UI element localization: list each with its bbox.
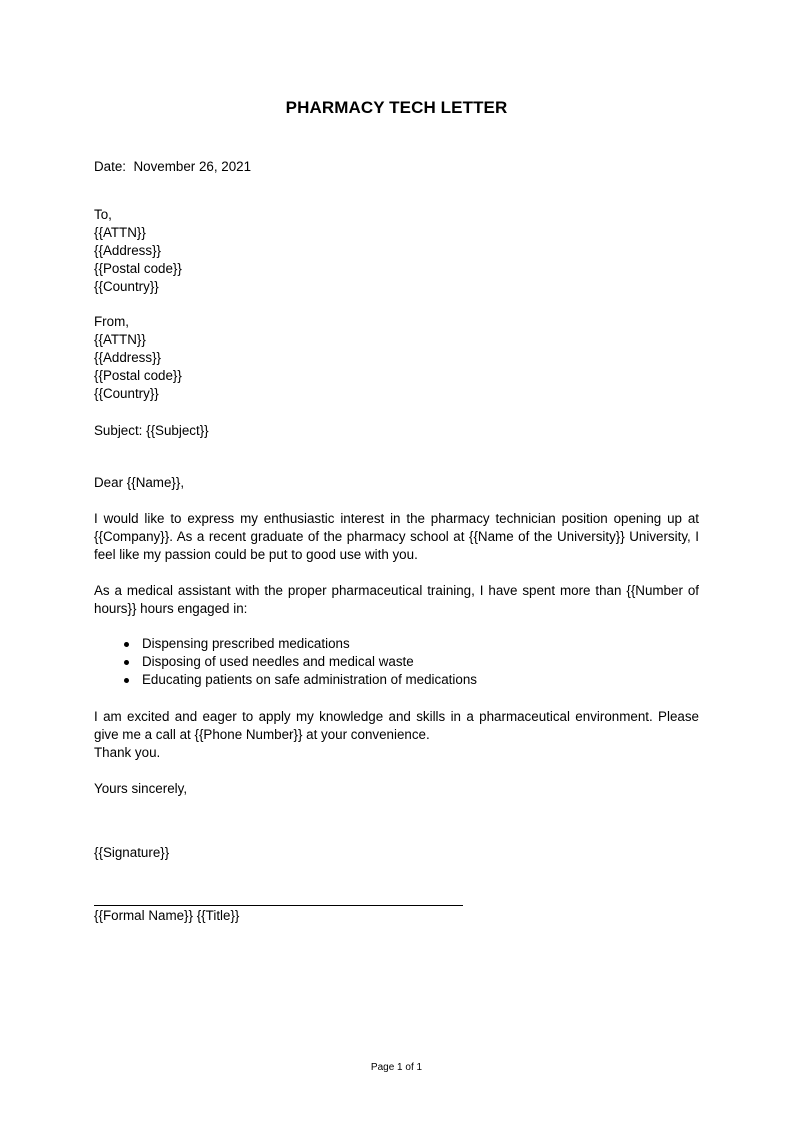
- page-title: PHARMACY TECH LETTER: [285, 98, 508, 117]
- closing-line: Yours sincerely,: [94, 781, 188, 796]
- paragraph-interest: I would like to express my enthusiastic interest in the pharmacy technician position opening up at {{Company}}. As a recent graduate of the pharmacy school at {{Name of the University}} University, I feel like my passion could be put to good use with you.: [94, 511, 699, 562]
- to-postal-code: {{Postal code}}: [94, 261, 182, 276]
- from-label: From,: [94, 314, 129, 329]
- signature-line: [94, 905, 463, 906]
- from-postal-code: {{Postal code}}: [94, 368, 182, 383]
- subject-line: Subject: {{Subject}}: [94, 423, 209, 438]
- date-value: November 26, 2021: [133, 159, 252, 174]
- signature-placeholder: {{Signature}}: [94, 845, 170, 860]
- bullet-icon: [124, 642, 129, 647]
- list-item: Dispensing prescribed medications: [94, 635, 699, 653]
- recipient-block: [94, 206, 699, 296]
- to-attn: {{ATTN}}: [94, 225, 146, 240]
- from-address: {{Address}}: [94, 350, 162, 365]
- list-item: Disposing of used needles and medical waste: [94, 653, 699, 671]
- list-item: Educating patients on safe administration of medications: [94, 671, 699, 689]
- paragraph-experience: As a medical assistant with the proper pharmaceutical training, I have spent more than {{Number of hours}} hours engaged in:: [94, 583, 699, 616]
- thanks-line: Thank you.: [94, 745, 161, 760]
- date-label: Date:: [94, 159, 127, 174]
- page-number: Page 1 of 1: [370, 1062, 423, 1073]
- formal-name-title: {{Formal Name}} {{Title}}: [94, 908, 240, 923]
- sender-block: [94, 313, 699, 403]
- duties-list: [94, 635, 699, 689]
- from-attn: {{ATTN}}: [94, 332, 146, 347]
- to-country: {{Country}}: [94, 279, 159, 294]
- from-country: {{Country}}: [94, 386, 159, 401]
- to-address: {{Address}}: [94, 243, 162, 258]
- salutation: Dear {{Name}},: [94, 475, 185, 490]
- date-line: [94, 158, 699, 176]
- bullet-icon: [124, 678, 129, 683]
- to-label: To,: [94, 207, 112, 222]
- bullet-icon: [124, 660, 129, 665]
- paragraph-closing: I am excited and eager to apply my knowledge and skills in a pharmaceutical environment. Please give me a call at {{Phone Number}} at your convenience.: [94, 709, 699, 742]
